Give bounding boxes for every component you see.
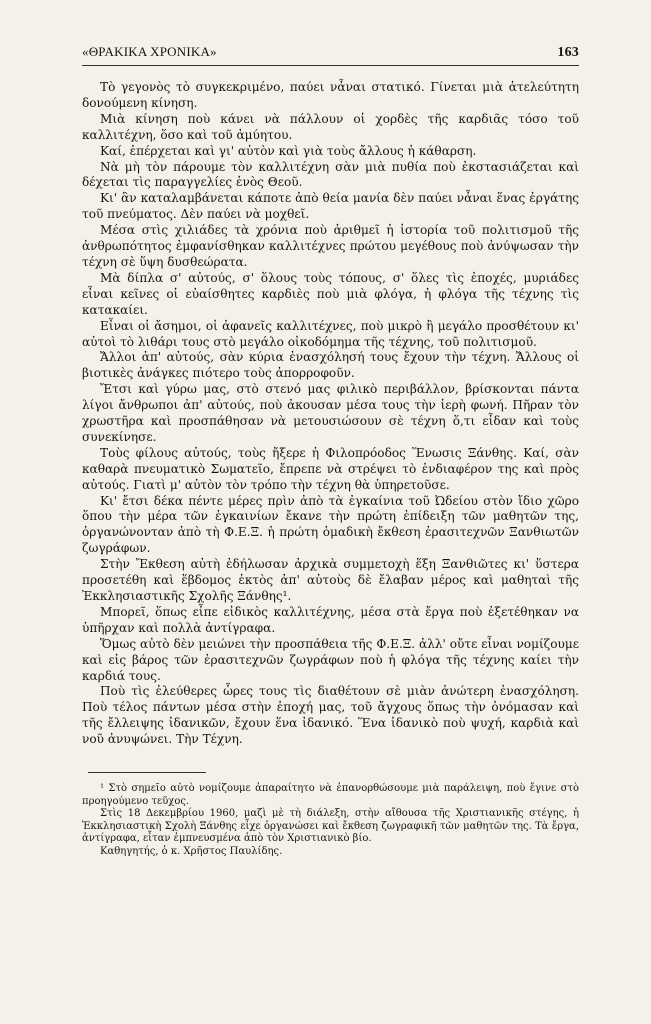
footnotes: [82, 783, 579, 859]
paragraph: Εἶναι οἱ ἄσημοι, οἱ ἀφανεῖς καλλιτέχνες, ποὺ μικρὸ ἢ μεγάλο προσθέτουν κι' αὐτοὶ τὸ λιθάρι τους στὸ μεγάλο οἰκοδόμημα τῆς τέχνης, τοῦ πολιτισμοῦ.: [82, 318, 579, 349]
paragraph: Μπορεῖ, ὅπως εἶπε εἰδικὸς καλλιτέχνης, μέσα στὰ ἔργα ποὺ ἐξετέθηκαν να ὑπῆρχαν καὶ πολλὰ ἀντίγραφα.: [82, 604, 579, 635]
paragraph: Ἄλλοι ἀπ' αὐτούς, σὰν κύρια ἐνασχόλησή τους ἔχουν τὴν τέχνη. Ἄλλους οἱ βιοτικὲς ἀνάγκες πιότερο τοὺς ἀπορροφοῦν.: [82, 350, 579, 381]
paragraph: Καί, ἐπέρχεται καὶ γι' αὐτὸν καὶ γιὰ τοὺς ἄλλους ἡ κάθαρση.: [100, 143, 477, 158]
paragraph: Ποὺ τὶς ἐλεύθερες ὧρες τους τὶς διαθέτουν σὲ μιὰν ἀνώτερη ἐνασχόληση. Ποὺ τέλος πάντων μέσα στὴν ἐποχή μας, τοῦ ἄγχους ὅπως τὴν ὀνόμασαν καὶ τῆς ἔλλειψης ἰδανικῶν, ἔχουν ἕνα ἰδανικό. Ἕνα ἰδανικὸ ποὺ ψυχή, καρδιὰ καὶ νοῦ ἀνυψώνει. Τὴν Τέχνη.: [82, 684, 579, 747]
footnote: Στὶς 18 Δεκεμβρίου 1960, μαζὶ μὲ τὴ διάλεξη, στὴν αἴθουσα τῆς Χριστιανικῆς στέγης, ἡ Ἐκκλησιαστικὴ Σχολὴ Ξάνθης εἶχε ὀργανώσει καὶ ἔκθεση ζωγραφικῆ τῶν μαθητῶν της. Τὰ ἔργα, ἀντίγραφα, εἶταν ἐμπνευσμένα ἀπὸ τὸν Χριστιανικὸ βίο.: [82, 808, 579, 845]
paragraph: Τοὺς φίλους αὐτούς, τοὺς ἤξερε ἡ Φιλοπρόοδος Ἕνωσις Ξάνθης. Καί, σὰν καθαρὰ πνευματικὸ Σωματεῖο, ἔπρεπε νὰ στρέψει τὸ ἐνδιαφέρον της καὶ πρὸς αὐτούς. Γιατὶ μ' αὐτὸν τὸν τρόπο τὴν τέχνη θὰ ὑπηρετοῦσε.: [82, 445, 579, 492]
paragraph: Ὅμως αὐτὸ δὲν μειώνει τὴν προσπάθεια τῆς Φ.Ε.Ξ. ἀλλ' οὔτε εἶναι νομίζουμε καὶ εἰς βάρος τῶν ἐρασιτεχνῶν ζωγράφων ποὺ ἡ φλόγα τῆς τέχνης καίει τὴν καρδιά τους.: [82, 636, 579, 683]
paragraph: Στὴν Ἔκθεση αὐτὴ ἐδήλωσαν ἀρχικὰ συμμετοχὴ ἕξη Ξανθιῶτες κι' ὕστερα προσετέθη καὶ ἕβδομος ἐκτὸς ἀπ' αὐτοὺς δὲ ἔλαβαν μέρος καὶ μαθηταὶ τῆς Ἐκκλησιαστικῆς Σχολῆς Ξάνθης¹.: [82, 557, 579, 603]
paragraph: Μὰ δίπλα σ' αὐτούς, σ' ὅλους τοὺς τόπους, σ' ὅλες τὶς ἐποχές, μυριάδες εἶναι κεῖνες οἱ εὐαίσθητες καρδιὲς ποὺ μιὰ φλόγα, ἡ φλόγα τῆς τέχνης τὶς κατακαίει.: [82, 270, 579, 317]
paragraph: Μιὰ κίνηση ποὺ κάνει νὰ πάλλουν οἱ χορδὲς τῆς καρδιᾶς τόσο τοῦ καλλιτέχνη, ὅσο καὶ τοῦ ἀμύητου.: [82, 111, 579, 142]
paragraph: Τὸ γεγονὸς τὸ συγκεκριμένο, παύει νἆναι στατικό. Γίνεται μιὰ ἀτελεύτητη δονούμενη κίνηση.: [82, 80, 579, 110]
paragraph: Μέσα στὶς χιλιάδες τὰ χρόνια ποὺ ἀριθμεῖ ἡ ἱστορία τοῦ πολιτισμοῦ τῆς ἀνθρωπότητος ἐμφανίσθηκαν καλλιτέχνες πρώτου μεγέθους ποὺ ἀνύψωσαν τὴν τέχνη σὲ ὕψη δυσθεώρατα.: [82, 223, 579, 269]
paragraph: Κι' ἂν καταλαμβάνεται κάποτε ἀπὸ θεία μανία δὲν παύει νἆναι ἕνας ἐργάτης τοῦ πνεύματος. Δὲν παύει νὰ μοχθεῖ.: [82, 191, 579, 222]
footnote-rule: [88, 772, 206, 773]
page-header: [82, 44, 579, 61]
paragraph: Ἔτσι καὶ γύρω μας, στὸ στενό μας φιλικὸ περιβάλλον, βρίσκονται πάντα λίγοι ἄνθρωποι ἀπ' αὐτούς, ποὺ ἀκουσαν μέσα τους τὴν ἱερὴ φωνή. Πῆραν τὸν χρωστῆρα καὶ προσπάθησαν νὰ μετουσιώσουν σὲ τέχνη ὅ,τι εἶδαν καὶ τοὺς συνεκίνησε.: [82, 382, 579, 444]
paragraph: Κι' ἔτσι δέκα πέντε μέρες πρὶν ἀπὸ τὰ ἐγκαίνια τοῦ Ὠδείου στὸν ἴδιο χῶρο ὅπου τὴν μέρα τῶν ἐγκαινίων ἔκανε τὴν πρώτη ἐπίδειξη τῶν μαθητῶν της, ὀργανώνονταν ἀπὸ τὴ Φ.Ε.Ξ. ἡ πρώτη ὁμαδικὴ ἔκθεση ἐρασιτεχνῶν Ξανθιωτῶν ζωγράφων.: [82, 493, 579, 556]
footnote: ¹ Στὸ σημεῖο αὐτὸ νομίζουμε ἀπαραίτητο νὰ ἐπανορθώσουμε μιὰ παράλειψη, ποὺ ἔγινε στὸ προηγούμενο τεῦχος.: [82, 783, 579, 807]
running-title: «ΘΡΑΚΙΚΑ ΧΡΟΝΙΚΑ»: [82, 44, 217, 59]
article-body: [82, 80, 579, 748]
footnote-signature: Καθηγητής, ὁ κ. Χρῆστος Παυλίδης.: [100, 846, 283, 858]
page-number: 163: [557, 45, 579, 60]
paragraph: Νὰ μὴ τὸν πάρουμε τὸν καλλιτέχνη σὰν μιὰ πυθία ποὺ ἐκστασιάζεται καὶ δέχεται τὶς παραγγελίες ἑνὸς Θεοῦ.: [82, 159, 579, 190]
header-rule: [82, 65, 579, 66]
